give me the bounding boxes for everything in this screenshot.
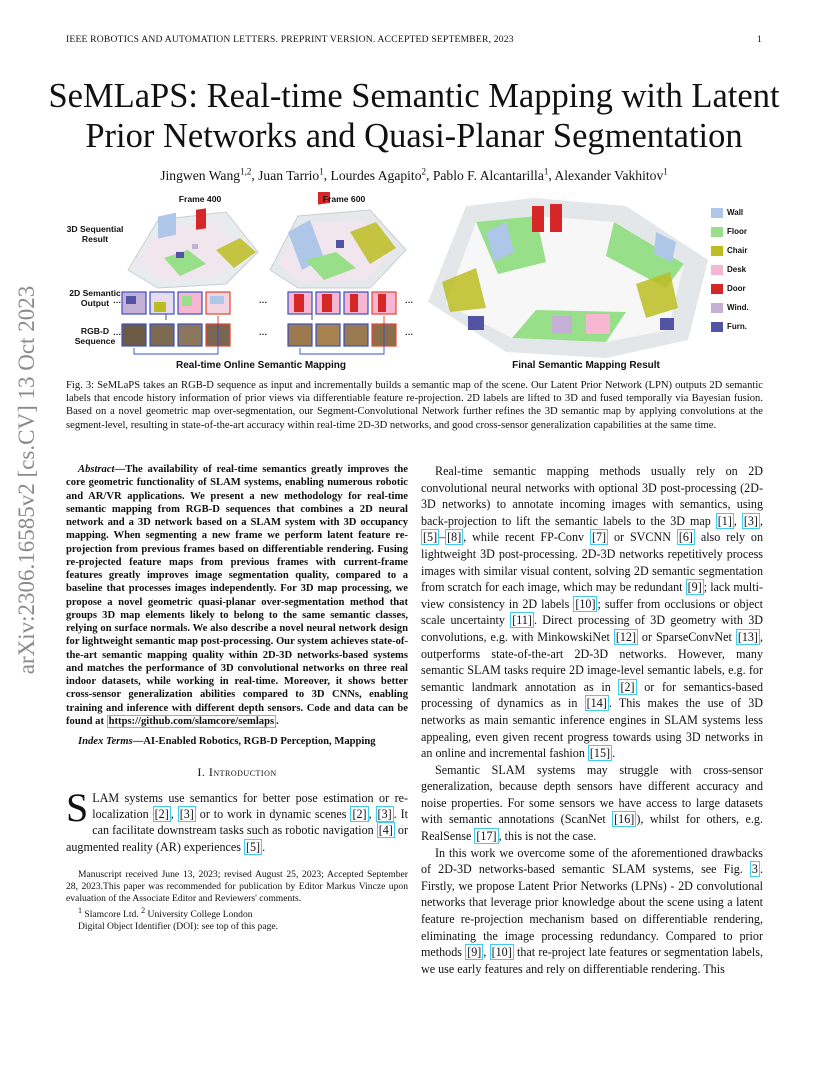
citation[interactable]: [3] — [743, 513, 758, 528]
paragraph: In this work we overcome some of the aforementioned drawbacks of 2D-3D networks-based semantic SLAM systems, see Fig. 3 . Firstly, we propose Latent Prior Networks (LPNs) - 2D convolutional networks that leverage prior knowledge about the scene using a latent feature re-projection mechanism based on differentiable rendering, eliminating the image processing redundancy. Compared to prior methods [9] , [10] that re-project late features or segmentation labels, we use early features and rely on differentiable rendering. This — [421, 845, 763, 976]
doi-note: Digital Object Identifier (DOI): see top of this page. — [78, 920, 279, 932]
citation[interactable]: [15] — [589, 746, 611, 761]
row-label-3d: 3D Sequential Result — [66, 224, 124, 244]
frame-400-label: Frame 400 — [178, 194, 222, 204]
legend-item: Desk — [711, 265, 771, 284]
received-note: Manuscript received June 13, 2023; revised August 25, 2023; Accepted September 28, 2023.This paper was recommended for publication by Editor Markus Vincze upon evaluation of the Associate Editor and Reviewers' comments. — [66, 869, 408, 904]
arxiv-id: arXiv:2306.16585v2 [cs.CV] 13 Oct 2023 — [14, 285, 39, 675]
drop-cap: S — [66, 784, 89, 830]
ellipsis: … — [112, 327, 122, 337]
citation[interactable]: [16] — [614, 812, 635, 827]
legend-item: Furn. — [711, 322, 771, 341]
figure-graphic — [66, 192, 766, 374]
running-header — [66, 34, 762, 45]
paper-title: SeMLaPS: Real-time Semantic Mapping with Latent Prior Networks and Quasi-Planar Segmentation — [48, 77, 780, 155]
left-column — [66, 463, 408, 932]
ellipsis: … — [258, 327, 268, 337]
citation[interactable]: [5] — [423, 530, 438, 545]
citation[interactable]: [2] — [620, 679, 635, 694]
citation[interactable]: [5] — [245, 839, 261, 854]
arxiv-stamp — [14, 285, 39, 675]
legend-item: Wind. — [711, 303, 771, 322]
frame-600-label: Frame 600 — [322, 194, 366, 204]
row-label-2d: 2D Semantic Output — [69, 288, 121, 308]
author: Juan Tarrio$^1$ — [258, 166, 324, 183]
section-heading: I. Introduction — [197, 765, 277, 780]
figure-caption: Fig. 3: SeMLaPS takes an RGB-D sequence as input and incrementally builds a semantic map of the scene. Our Latent Prior Network (LPN) outputs 2D semantic labels that encode history information of prior views via differentiable feature re-projection. 2D labels are lifted to 3D and fused temporally via Bayesian fusion. Based on a novel geometric map over-segmentation, our Segment-Convolutional Network further refines the 3D semantic map by applying convolutions at the segment-level, resulting in state-of-the-art accuracy within real-time 2D-3D networks, and good cross-sensor generalization capabilities at the same time. — [66, 380, 763, 431]
citation[interactable]: [3] — [179, 806, 194, 821]
ellipsis: … — [112, 295, 122, 305]
paragraph: Real-time semantic mapping methods usually rely on 2D convolutional neural networks with optional 3D post-processing (2D-3D networks) to annotate incoming images with semantics, using back-projection to lift the semantic labels to the 3D map [1] , [3] , [5] – [8] , while recent FP-Conv [7] or SVCNN [6] also rely on lightweight 3D post-processing. 2D-3D networks repetitively process images with similar visual content, solving 2D semantic segmentation from scratch for each image, which may be redundant [9] ; lack multi-view consistency in 2D labels [10] ; suffer from occlusions or object scale uncertainty [11] . Direct processing of 3D geometry with 3D convolutions, e.g. with MinkowskiNet [12] or SparseConvNet [13] , outperforms state-of-the-art 2D-3D networks. However, many semantic SLAM tasks require 2D image-level semantic labels, e.g. for semantic landmark annotation as in [2] or for semantics-based processing of dynamics as in [14] . This makes the use of 3D networks as main semantic inference engines in SLAM systems less appealing, even given recent progress towards using 3D networks in an online and incremental fashion [15] . — [421, 464, 764, 761]
ellipsis: … — [404, 295, 414, 305]
citation[interactable]: [1] — [717, 513, 732, 528]
citation[interactable]: [2] — [352, 806, 367, 821]
figure-reference[interactable]: 3 — [751, 862, 758, 877]
citation[interactable]: [11] — [512, 613, 532, 628]
left-panel-caption: Real-time Online Semantic Mapping — [175, 360, 347, 371]
ellipsis: … — [404, 327, 414, 337]
citation[interactable]: [14] — [586, 696, 607, 711]
citation[interactable]: [10] — [491, 945, 512, 960]
citation[interactable]: [17] — [476, 829, 497, 844]
intro-paragraph: SLAM systems use semantics for better pose estimation or re-localization [2] , [3] or to work in dynamic scenes [2] , [3] . It can facilitate downstream tasks such as robotic navigation [4] or augmented reality (AR) experiences [5] . — [66, 784, 409, 854]
legend-item: Floor — [711, 227, 771, 246]
citation[interactable]: [10] — [575, 596, 596, 611]
citation[interactable]: [3] — [377, 806, 392, 821]
citation[interactable]: [8] — [447, 530, 462, 545]
journal-name: IEEE ROBOTICS AND AUTOMATION LETTERS. PREPRINT VERSION. ACCEPTED SEPTEMBER, 2023 — [66, 34, 514, 45]
paragraph: Semantic SLAM systems may struggle with cross-sensor generalization, because depth sensors have different accuracy and noise properties. For some sensors we have access to large datasets with semantic annotations (ScanNet [16] ), whilst for others, e.g. RealSense [17] , this is not the case. — [421, 762, 763, 844]
right-panel-caption: Final Semantic Mapping Result — [512, 360, 660, 371]
page-number: 1 — [757, 34, 762, 45]
citation[interactable]: [7] — [591, 530, 607, 545]
citation[interactable]: [9] — [687, 580, 702, 595]
author: Lourdes Agapito$^2$ — [330, 166, 427, 183]
right-column — [421, 463, 763, 977]
footnotes — [66, 869, 408, 932]
ellipsis: … — [258, 295, 268, 305]
author-list: Jingwen Wang$^{1,2}$, Juan Tarrio$^1$, Lourdes Agapito$^2$, Pablo F. Alcantarilla$^1$, Alexander Vakhitov$^1$ — [160, 166, 668, 183]
citation[interactable]: [4] — [378, 823, 393, 838]
author: Alexander Vakhitov$^1$ — [554, 166, 668, 183]
author: Pablo F. Alcantarilla$^1$ — [432, 166, 549, 183]
legend-item: Door — [711, 284, 771, 303]
frame-400-render — [128, 208, 258, 288]
legend — [711, 208, 771, 341]
citation[interactable]: [13] — [737, 629, 758, 644]
abstract: Abstract—The availability of real-time semantics greatly improves the core geometric functionality of SLAM systems, enabling numerous robotic and AR/VR applications. We present a new methodology for real-time semantic mapping from RGB-D sequences that combines a 2D neural network and a 3D network based on a SLAM system with 3D occupancy mapping. When segmenting a new frame we perform latent feature re-projection from previous frames based on differentiable rendering. Fusing re-projected feature maps from previous frames with current-frame features greatly improves image segmentation quality, compared to a baseline that processes images independently. For 3D map processing, we propose a novel geometric quasi-planar over-segmentation method that groups 3D map elements likely to belong to the same semantic classes, relying on surface normals. We also describe a novel neural network design for lightweight semantic map post-processing. Our system achieves state-of-the-art semantic mapping quality within 2D-3D networks-based systems and matches the performance of 3D convolutional networks on three real indoor datasets, while working in real-time. Moreover, it shows better cross-sensor generalization abilities compared to 3D CNNs, enabling training and inference with different depth sensors. Code and data can be found at https://github.com/slamcore/semlaps . — [66, 464, 408, 727]
legend-item: Wall — [711, 208, 771, 227]
index-terms: Index Terms—AI-Enabled Robotics, RGB-D Perception, Mapping — [78, 736, 376, 747]
citation[interactable]: [6] — [678, 530, 693, 545]
citation[interactable]: [9] — [467, 945, 482, 960]
affiliations-note: $^1$ Slamcore Ltd. $^2$ University College London — [78, 905, 253, 920]
code-link[interactable]: https://github.com/slamcore/semlaps — [108, 715, 275, 727]
legend-item: Chair — [711, 246, 771, 265]
final-semantic-map — [428, 198, 708, 358]
author: Jingwen Wang$^{1,2}$ — [160, 166, 252, 183]
figure-3 — [66, 192, 766, 374]
row-label-rgbd: RGB-D Sequence — [74, 326, 116, 346]
citation[interactable]: [2] — [154, 806, 169, 821]
frame-600-render — [270, 192, 406, 288]
citation[interactable]: [12] — [615, 629, 636, 644]
